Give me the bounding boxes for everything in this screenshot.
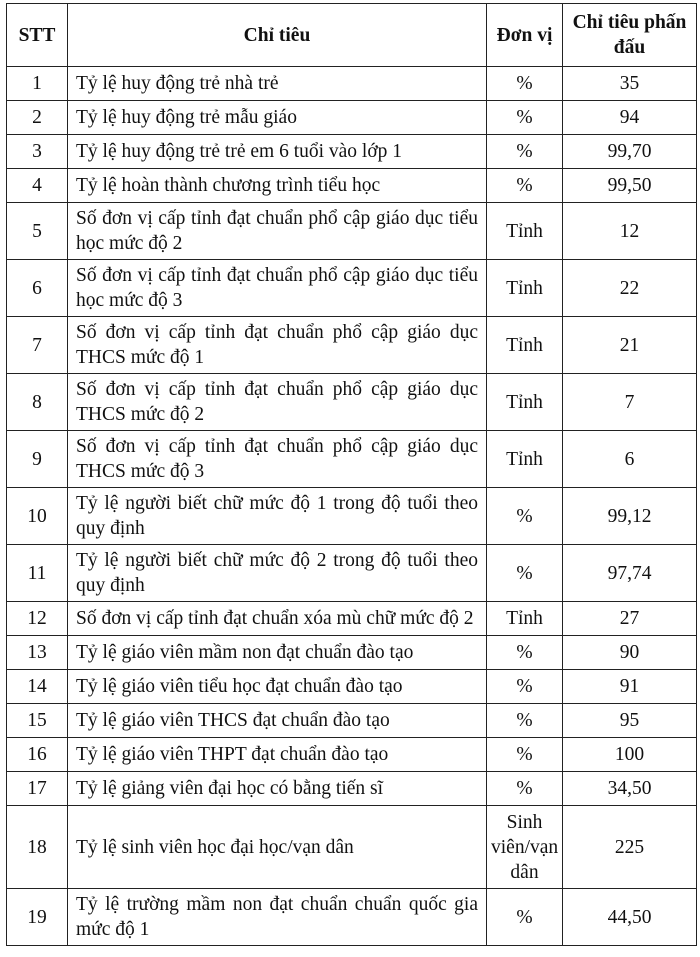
row-stt: 14	[7, 670, 68, 704]
row-stt: 19	[7, 889, 68, 946]
row-unit: %	[487, 670, 563, 704]
header-indicator: Chỉ tiêu	[68, 4, 487, 67]
row-unit: %	[487, 772, 563, 806]
row-unit: %	[487, 101, 563, 135]
row-indicator: Số đơn vị cấp tỉnh đạt chuẩn phổ cập giáo dục THCS mức độ 2	[68, 374, 487, 431]
header-unit: Đơn vị	[487, 4, 563, 67]
table-body	[7, 67, 697, 946]
row-target-value: 34,50	[563, 772, 697, 806]
row-target-value: 225	[563, 806, 697, 889]
table-row	[7, 431, 697, 488]
row-unit: %	[487, 889, 563, 946]
row-indicator: Số đơn vị cấp tỉnh đạt chuẩn phổ cập giáo dục THCS mức độ 1	[68, 317, 487, 374]
row-unit: Tỉnh	[487, 374, 563, 431]
row-indicator: Tỷ lệ giáo viên mầm non đạt chuẩn đào tạo	[68, 636, 487, 670]
row-indicator: Tỷ lệ người biết chữ mức độ 2 trong độ tuổi theo quy định	[68, 545, 487, 602]
targets-table	[6, 3, 697, 946]
row-target-value: 99,50	[563, 169, 697, 203]
row-stt: 5	[7, 203, 68, 260]
row-indicator: Tỷ lệ giáo viên THPT đạt chuẩn đào tạo	[68, 738, 487, 772]
header-target: Chỉ tiêu phấn đấu	[563, 4, 697, 67]
row-stt: 15	[7, 704, 68, 738]
row-target-value: 44,50	[563, 889, 697, 946]
row-indicator: Tỷ lệ giảng viên đại học có bằng tiến sĩ	[68, 772, 487, 806]
table-row	[7, 545, 697, 602]
table-row	[7, 67, 697, 101]
row-unit: %	[487, 738, 563, 772]
table-row	[7, 488, 697, 545]
row-indicator: Tỷ lệ giáo viên THCS đạt chuẩn đào tạo	[68, 704, 487, 738]
row-stt: 8	[7, 374, 68, 431]
table-row	[7, 772, 697, 806]
header-stt: STT	[7, 4, 68, 67]
row-stt: 10	[7, 488, 68, 545]
row-unit: Tỉnh	[487, 431, 563, 488]
row-target-value: 6	[563, 431, 697, 488]
row-indicator: Tỷ lệ hoàn thành chương trình tiểu học	[68, 169, 487, 203]
table-row	[7, 260, 697, 317]
row-indicator: Tỷ lệ người biết chữ mức độ 1 trong độ tuổi theo quy định	[68, 488, 487, 545]
row-target-value: 7	[563, 374, 697, 431]
table-row	[7, 889, 697, 946]
row-indicator: Tỷ lệ trường mầm non đạt chuẩn chuẩn quốc gia mức độ 1	[68, 889, 487, 946]
table-row	[7, 374, 697, 431]
row-indicator: Tỷ lệ huy động trẻ nhà trẻ	[68, 67, 487, 101]
table-row	[7, 203, 697, 260]
row-stt: 9	[7, 431, 68, 488]
row-target-value: 100	[563, 738, 697, 772]
row-target-value: 12	[563, 203, 697, 260]
row-target-value: 90	[563, 636, 697, 670]
row-stt: 7	[7, 317, 68, 374]
table-row	[7, 317, 697, 374]
table-row	[7, 135, 697, 169]
row-unit: Tỉnh	[487, 260, 563, 317]
table-row	[7, 602, 697, 636]
header-row	[7, 4, 697, 67]
row-unit: %	[487, 545, 563, 602]
table-row	[7, 738, 697, 772]
row-unit: %	[487, 135, 563, 169]
row-unit: Tỉnh	[487, 317, 563, 374]
row-target-value: 27	[563, 602, 697, 636]
row-indicator: Số đơn vị cấp tỉnh đạt chuẩn phổ cập giáo dục THCS mức độ 3	[68, 431, 487, 488]
row-unit: %	[487, 636, 563, 670]
table-row	[7, 806, 697, 889]
row-indicator: Tỷ lệ huy động trẻ mẫu giáo	[68, 101, 487, 135]
row-stt: 16	[7, 738, 68, 772]
row-unit: Sinh viên/vạn dân	[487, 806, 563, 889]
row-stt: 6	[7, 260, 68, 317]
row-target-value: 22	[563, 260, 697, 317]
row-target-value: 91	[563, 670, 697, 704]
row-target-value: 21	[563, 317, 697, 374]
row-indicator: Tỷ lệ giáo viên tiểu học đạt chuẩn đào tạo	[68, 670, 487, 704]
row-target-value: 99,70	[563, 135, 697, 169]
row-stt: 11	[7, 545, 68, 602]
row-stt: 13	[7, 636, 68, 670]
row-stt: 2	[7, 101, 68, 135]
row-stt: 12	[7, 602, 68, 636]
row-stt: 1	[7, 67, 68, 101]
row-stt: 4	[7, 169, 68, 203]
row-target-value: 97,74	[563, 545, 697, 602]
row-indicator: Số đơn vị cấp tỉnh đạt chuẩn xóa mù chữ mức độ 2	[68, 602, 487, 636]
row-indicator: Tỷ lệ sinh viên học đại học/vạn dân	[68, 806, 487, 889]
table-row	[7, 636, 697, 670]
row-stt: 17	[7, 772, 68, 806]
table-row	[7, 704, 697, 738]
table-row	[7, 670, 697, 704]
row-unit: Tỉnh	[487, 602, 563, 636]
row-stt: 3	[7, 135, 68, 169]
row-unit: %	[487, 169, 563, 203]
row-target-value: 35	[563, 67, 697, 101]
row-target-value: 99,12	[563, 488, 697, 545]
row-unit: Tỉnh	[487, 203, 563, 260]
row-indicator: Tỷ lệ huy động trẻ trẻ em 6 tuổi vào lớp 1	[68, 135, 487, 169]
row-unit: %	[487, 704, 563, 738]
table-row	[7, 101, 697, 135]
row-target-value: 94	[563, 101, 697, 135]
row-target-value: 95	[563, 704, 697, 738]
table-row	[7, 169, 697, 203]
row-indicator: Số đơn vị cấp tỉnh đạt chuẩn phổ cập giáo dục tiểu học mức độ 3	[68, 260, 487, 317]
row-indicator: Số đơn vị cấp tỉnh đạt chuẩn phổ cập giáo dục tiểu học mức độ 2	[68, 203, 487, 260]
row-unit: %	[487, 488, 563, 545]
row-unit: %	[487, 67, 563, 101]
row-stt: 18	[7, 806, 68, 889]
